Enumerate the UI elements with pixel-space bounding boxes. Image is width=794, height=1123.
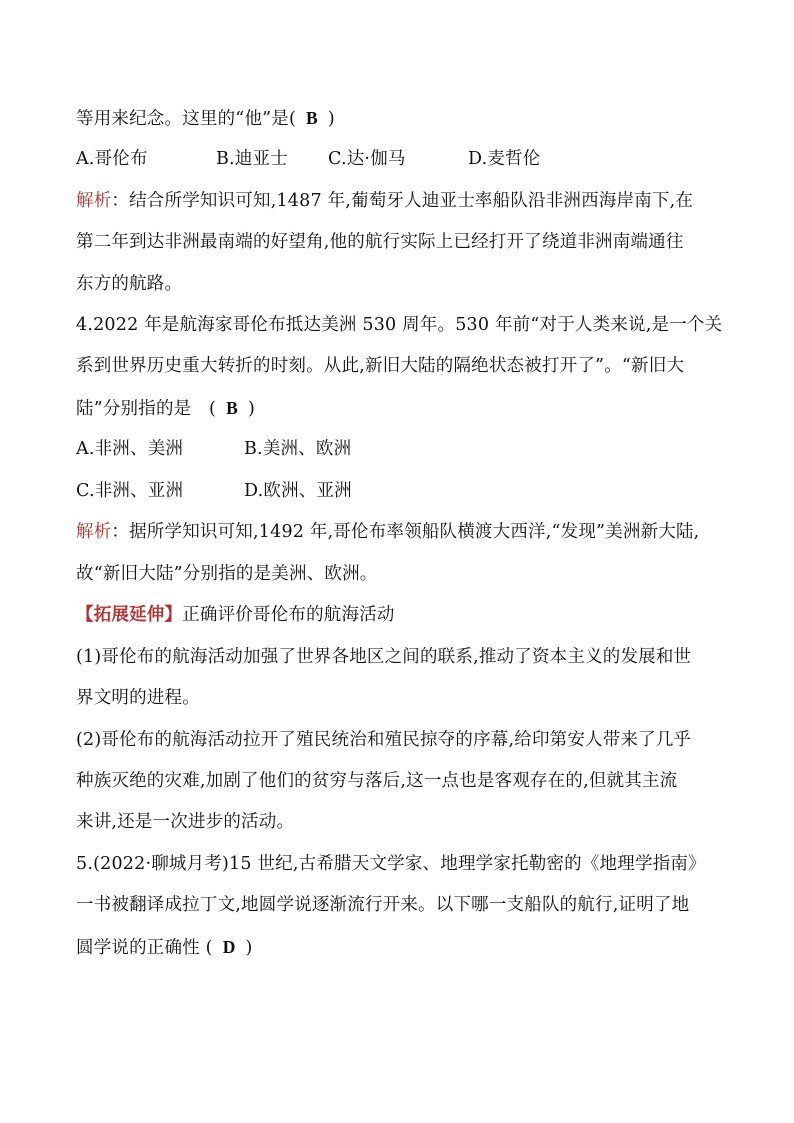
question-3-paren: ) <box>327 109 335 129</box>
option-c: C.达·伽马 <box>328 149 406 169</box>
analysis-4-line-2: 故“新旧大陆”分别指的是美洲、欧洲。 <box>76 564 378 584</box>
extension-label: 【拓展延伸】 <box>76 605 183 625</box>
extension-heading <box>76 603 726 627</box>
question-4-options-row-2 <box>76 479 726 503</box>
question-4-text: 陆”分别指的是 ( <box>76 399 217 419</box>
question-3-options <box>76 147 726 171</box>
analysis-3-line-2: 第二年到达非洲最南端的好望角,他的航行实际上已经打开了绕道非洲南端通往 <box>76 232 684 252</box>
analysis-4-line-1 <box>76 520 726 544</box>
option-a: A.哥伦布 <box>76 149 148 169</box>
question-4-answer: B <box>226 398 238 418</box>
question-4-line-3 <box>76 396 726 421</box>
question-5-paren: ) <box>245 938 253 958</box>
question-4-paren: ) <box>247 399 255 419</box>
question-3-answer: B <box>306 108 318 128</box>
question-4-line-2: 系到世界历史重大转折的时刻。从此,新旧大陆的隔绝状态被打开了”。“新旧大 <box>76 356 685 376</box>
option-d: D.麦哲伦 <box>468 149 541 169</box>
option-a: A.非洲、美洲 <box>76 439 184 459</box>
question-4-line-1: 4.2022 年是航海家哥伦布抵达美洲 530 周年。530 年前“对于人类来说,是一个关 <box>76 315 723 335</box>
question-5-text: 圆学说的正确性 ( <box>76 938 213 958</box>
option-b: B.美洲、欧洲 <box>244 439 352 459</box>
extension-title: 正确评价哥伦布的航海活动 <box>182 605 395 625</box>
extension-point-1-line-1: (1)哥伦布的航海活动加强了世界各地区之间的联系,推动了资本主义的发展和世 <box>76 647 692 667</box>
question-3-tail <box>76 106 726 131</box>
analysis-3-line-1 <box>76 189 726 213</box>
extension-point-2-line-3: 来讲,还是一次进步的活动。 <box>76 812 295 832</box>
question-5-answer: D <box>222 937 236 957</box>
question-4-options-row-1 <box>76 437 726 461</box>
option-d: D.欧洲、亚洲 <box>244 481 352 501</box>
question-3-text: 等用来纪念。这里的“他”是( <box>76 109 297 129</box>
extension-point-2-line-2: 种族灭绝的灾难,加剧了他们的贫穷与落后,这一点也是客观存在的,但就其主流 <box>76 771 678 791</box>
extension-point-2-line-1: (2)哥伦布的航海活动拉开了殖民统治和殖民掠夺的序幕,给印第安人带来了几乎 <box>76 730 692 750</box>
analysis-label: 解析 <box>76 191 112 211</box>
question-5-line-3 <box>76 935 726 960</box>
option-b: B.迪亚士 <box>216 149 288 169</box>
analysis-separator: ： <box>111 522 130 542</box>
analysis-3-line-3: 东方的航路。 <box>76 274 183 294</box>
analysis-label: 解析 <box>76 522 112 542</box>
analysis-separator: ： <box>111 191 130 211</box>
question-5-line-1: 5.(2022·聊城月考)15 世纪,古希腊天文学家、地理学家托勒密的《地理学指南》 <box>76 854 706 874</box>
analysis-text: 据所学知识可知,1492 年,哥伦布率领船队横渡大西洋,“发现”美洲新大陆, <box>129 522 700 542</box>
analysis-text: 结合所学知识可知,1487 年,葡萄牙人迪亚士率船队沿非洲西海岸南下,在 <box>129 191 694 211</box>
option-c: C.非洲、亚洲 <box>76 481 184 501</box>
question-5-line-2: 一书被翻译成拉丁文,地圆学说逐渐流行开来。以下哪一支船队的航行,证明了地 <box>76 895 690 915</box>
extension-point-1-line-2: 界文明的进程。 <box>76 688 200 708</box>
